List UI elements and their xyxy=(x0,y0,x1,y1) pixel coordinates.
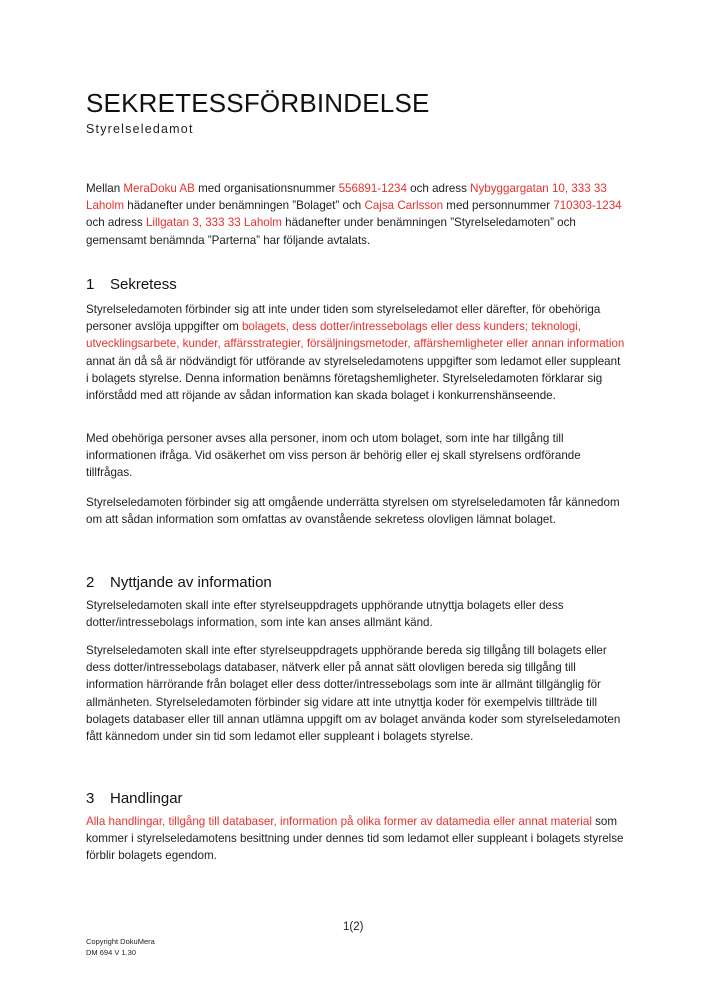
section-title: Nyttjande av information xyxy=(110,574,272,591)
placeholder-text: 710303-1234 xyxy=(553,199,622,213)
text-run: Styrelseledamoten skall inte efter styrelseuppdragets upphörande bereda sig tillgång till bolagets eller dess dotter/intressebolags databaser, nätverk eller på annat sätt olovligen bereda sig tillgång till information härrörande från bolaget eller dess dotter/intressebolags som inte är allmänt tillgänglig för allmänheten. Styrelseledamoten förbinder sig vidare att inte utnyttja koder för exempelvis tillträde till bolagets databaser eller till annan utlämna uppgift om av bolaget använda koder som styrelseledamoten fått kännedom under sin tid som ledamot eller suppleant i bolagets styrelse. xyxy=(86,644,621,744)
section-number: 2 xyxy=(86,574,95,591)
section-2-paragraph-1 xyxy=(86,597,626,631)
text-run: hädanefter under benämningen ”Styrelseledamoten” och gemensamt benämnda ”Parterna” har följande avtalats. xyxy=(86,216,576,247)
placeholder-text: bolagets, dess dotter/intressebolags eller dess kunders; teknologi, utvecklingsarbete, kunder, affärsstrategier, försäljningsmetoder, affärshemligheter eller annan information xyxy=(86,320,625,351)
footer-copyright: Copyright DokuMera xyxy=(86,937,155,946)
document-subtitle: Styrelseledamot xyxy=(86,122,194,136)
page-number: 1(2) xyxy=(343,921,364,933)
text-run: Med obehöriga personer avses alla personer, inom och utom bolaget, som inte har tillgång till informationen ifråga. Vid osäkerhet om viss person är behörig eller ej skall styrelsens ordförande tillfrågas. xyxy=(86,432,581,480)
section-heading-sekretess xyxy=(86,276,177,293)
intro-paragraph xyxy=(86,180,626,249)
section-heading-handlingar xyxy=(86,790,183,807)
text-run: Styrelseledamoten förbinder sig att omgående underrätta styrelsen om styrelseledamoten får kännedom om att sådan information som omfattas av ovanstående sekretess olovligen lämnat bolaget. xyxy=(86,496,620,527)
section-1-paragraph-1 xyxy=(86,301,626,404)
text-run: Styrelseledamoten förbinder sig att inte under tiden som styrelseledamot eller därefter, för obehöriga personer avslöja uppgifter om xyxy=(86,303,601,334)
section-number: 1 xyxy=(86,276,95,293)
text-run: och adress xyxy=(406,182,471,195)
text-run: och adress xyxy=(86,216,146,230)
section-1-paragraph-3 xyxy=(86,494,626,528)
footer xyxy=(86,937,155,958)
section-title: Sekretess xyxy=(110,276,177,293)
placeholder-text: MeraDoku AB xyxy=(123,182,195,195)
section-1-paragraph-2 xyxy=(86,430,626,482)
footer-version: DM 694 V 1.30 xyxy=(86,947,137,957)
text-run: som kommer i styrelseledamotens besittning under dennes tid som ledamot eller suppleant i bolagets styrelse förblir bolagets egendom. xyxy=(86,815,624,863)
text-run: Mellan xyxy=(86,182,124,195)
document-title: SEKRETESSFÖRBINDELSE xyxy=(86,88,430,118)
text-run: hädanefter under benämningen ”Bolaget” och xyxy=(124,199,365,213)
section-title: Handlingar xyxy=(110,790,183,807)
placeholder-text: Lillgatan 3, 333 33 Laholm xyxy=(145,216,282,230)
placeholder-text: Nybyggargatan 10, 333 33 Laholm xyxy=(86,182,607,213)
placeholder-text: 556891-1234 xyxy=(338,182,407,195)
text-run: med personnummer xyxy=(443,199,554,213)
placeholder-text: Cajsa Carlsson xyxy=(364,199,444,213)
text-run: med organisationsnummer xyxy=(194,182,339,195)
text-run: annat än då så är nödvändigt för utförande av styrelseledamotens uppgifter som ledamot eller suppleant i bolagets styrelse. Denna information benämns företagshemligheter. Styrelseledamoten förklarar sig införstådd med att röjande av sådan information kan skada bolaget i konkurrenshänseende. xyxy=(86,354,621,403)
section-number: 3 xyxy=(86,790,95,807)
section-heading-nyttjande xyxy=(86,574,272,591)
section-2-paragraph-2 xyxy=(86,642,626,745)
placeholder-text: Alla handlingar, tillgång till databaser, information på olika former av datamedia eller annat material xyxy=(86,815,592,828)
section-3-paragraph-1 xyxy=(86,813,626,865)
text-run: Styrelseledamoten skall inte efter styrelseuppdragets upphörande utnyttja bolagets eller dess dotter/intressebolags information, som inte kan anses allmänt känd. xyxy=(86,599,564,630)
